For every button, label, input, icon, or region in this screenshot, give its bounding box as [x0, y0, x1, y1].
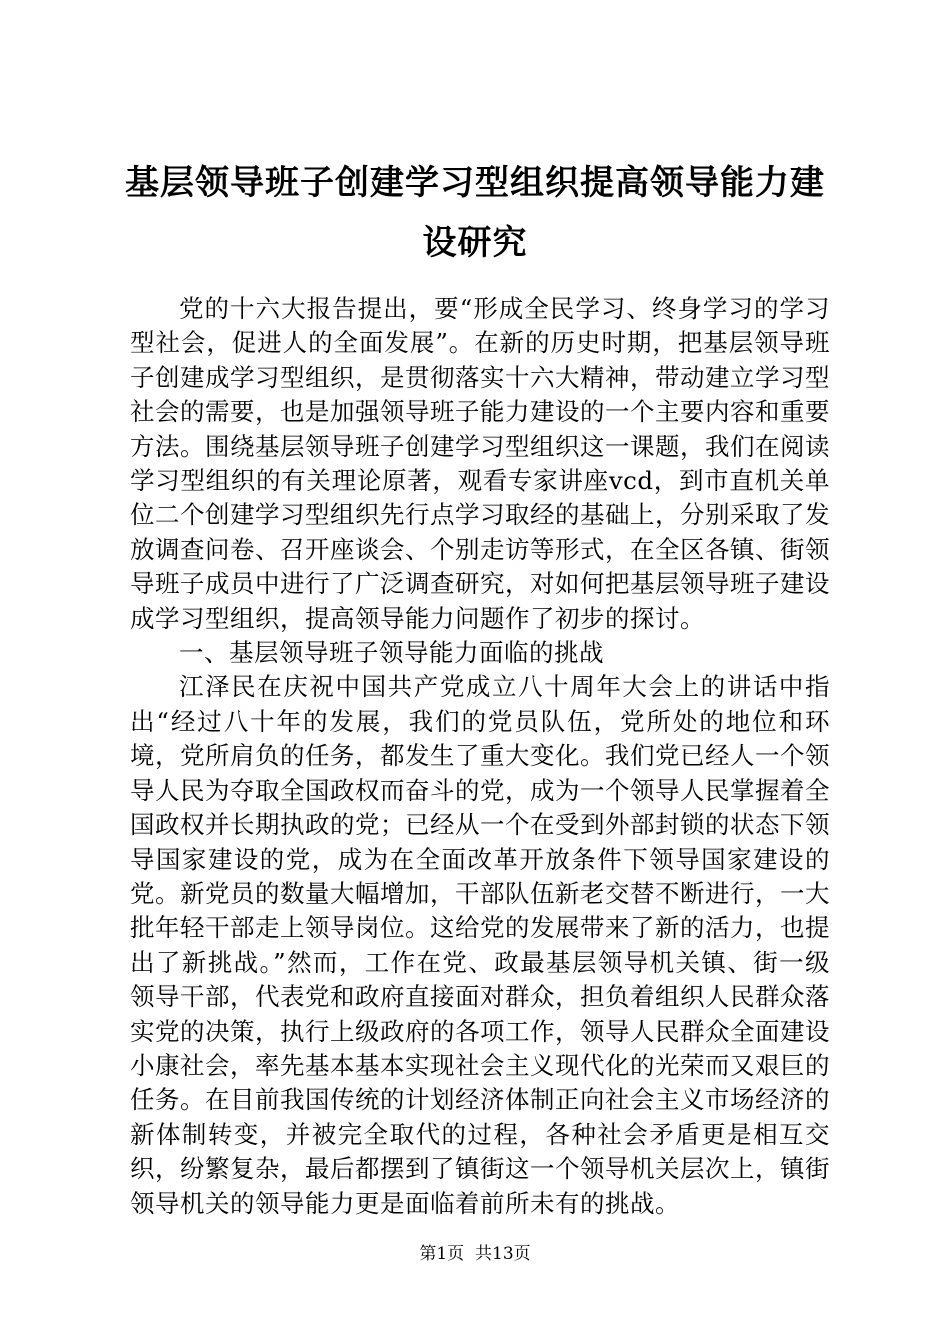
document-title-line-1: 基层领导班子创建学习型组织提高领导能力建	[125, 163, 825, 203]
page-total: 共13页	[475, 1244, 531, 1264]
body-paragraph-challenge: 江泽民在庆祝中国共产党成立八十周年大会上的讲话中指出“经过八十年的发展，我们的党员队伍，党所处的地位和环境，党所肩负的任务，都发生了重大变化。我们党已经人一个领导人民为夺取全国政权而奋斗的党，成为一个领导人民掌握着全国政权并长期执政的党；已经从一个在受到外部封锁的状态下领导国家建设的党，成为在全面改革开放条件下领导国家建设的党。新党员的数量大幅增加，干部队伍新老交替不断进行，一大批年轻干部走上领导岗位。这给党的发展带来了新的活力，也提出了新挑战。”然而，工作在党、政最基层领导机关镇、街一级领导干部，代表党和政府直接面对群众，担负着组织人民群众落实党的决策，执行上级政府的各项工作，领导人民群众全面建设小康社会，率先基本基本实现社会主义现代化的光荣而又艰巨的任务。在目前我国传统的计划经济体制正向社会主义市场经济的新体制转变，并被完全取代的过程，各种社会矛盾更是相互交织，纷繁复杂，最后都摆到了镇街这一个领导机关层次上，镇街领导机关的领导能力更是面临着前所未有的挑战。	[130, 672, 830, 1218]
section-heading-1: 一、基层领导班子领导能力面临的挑战	[179, 638, 604, 668]
document-title-line-2: 设研究	[422, 223, 528, 263]
body-paragraph-intro: 党的十六大报告提出，要“形成全民学习、终身学习的学习型社会，促进人的全面发展”。在新的历史时期，把基层领导班子创建成学习型组织，是贯彻落实十六大精神，带动建立学习型社会的需要，也是加强领导班子能力建设的一个主要内容和重要方法。围绕基层领导班子创建学习型组织这一课题，我们在阅读学习型组织的有关理论原著，观看专家讲座vcd，到市直机关单位二个创建学习型组织先行点学习取经的基础上，分别采取了发放调查问卷、召开座谈会、个别走访等形式，在全区各镇、街领导班子成员中进行了广泛调查研究，对如何把基层领导班子建设成学习型组织，提高领导能力问题作了初步的探讨。	[130, 294, 830, 633]
page-number: 第1页	[419, 1244, 465, 1264]
page-footer	[0, 1242, 950, 1266]
document-body	[130, 292, 830, 1221]
